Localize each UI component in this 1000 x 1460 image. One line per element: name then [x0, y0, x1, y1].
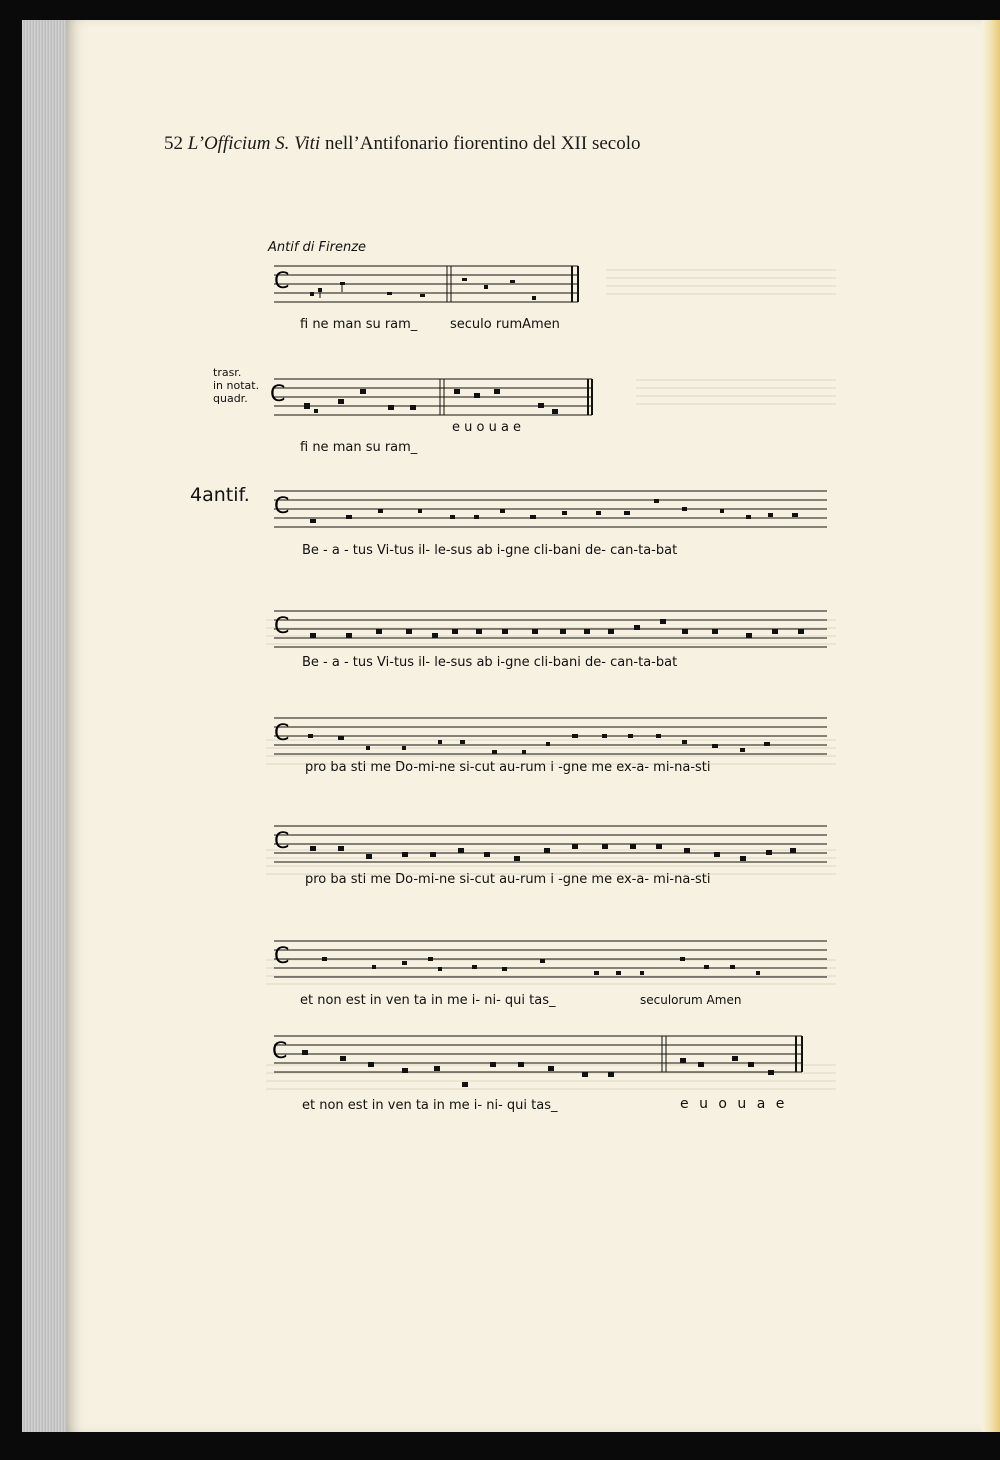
label-trascr-line2: in notat.	[213, 379, 260, 392]
lyric-line-2b: e u o u a e	[452, 420, 522, 435]
lyric-line-7a: et non est in ven ta in me i- ni- qui tas_	[300, 993, 556, 1008]
clef-4: C	[274, 614, 290, 639]
label-antif-firenze: Antif di Firenze	[268, 240, 367, 255]
staff-8	[262, 1030, 837, 1090]
page-number: 52	[164, 133, 183, 154]
lyric-line-8a: et non est in ven ta in me i- ni- qui tas_	[302, 1098, 558, 1113]
lyric-line-3: Be - a - tus Vi-tus il- le-sus ab i-gne cli-bani de- can-ta-bat	[302, 543, 678, 558]
lyric-line-1a: fi ne man su ram_	[300, 317, 418, 332]
staff-7	[262, 935, 837, 990]
clef-1: C	[274, 269, 290, 294]
clef-8: C	[272, 1039, 288, 1064]
header-title-italic: L’Officium S. Viti	[187, 133, 321, 154]
clef-5: C	[274, 721, 290, 746]
staff-5	[262, 712, 837, 767]
lyric-line-4: Be - a - tus Vi-tus il- le-sus ab i-gne cli-bani de- can-ta-bat	[302, 655, 678, 670]
lyric-line-2a: fi ne man su ram_	[300, 440, 418, 455]
lyric-line-6: pro ba sti me Do-mi-ne si-cut au-rum i -gne me ex-a- mi-na-sti	[305, 872, 711, 887]
staff-1	[262, 262, 592, 312]
page-edges	[22, 20, 72, 1432]
label-trascrizione	[213, 366, 259, 405]
clef-6: C	[274, 829, 290, 854]
lyric-line-7b: seculorum Amen	[640, 993, 742, 1007]
label-trascr-line1: trasr.	[213, 366, 242, 379]
staff-3	[262, 485, 837, 540]
lyric-line-5: pro ba sti me Do-mi-ne si-cut au-rum i -gne me ex-a- mi-na-sti	[305, 760, 711, 775]
clef-3: C	[274, 494, 290, 519]
clef-2: C	[270, 382, 286, 407]
staff-2	[262, 375, 602, 425]
clef-7: C	[274, 944, 290, 969]
staff-6	[262, 820, 837, 875]
label-antif-4: 4antif.	[190, 484, 250, 506]
running-header	[164, 133, 640, 155]
header-title-rest: nell’Antifonario fiorentino del XII secolo	[324, 133, 641, 154]
lyric-line-8b: e u o u a e	[680, 1096, 788, 1112]
lyric-line-1b: seculo rumAmen	[450, 317, 560, 332]
label-trascr-line3: quadr.	[213, 392, 248, 405]
staff-4	[262, 605, 837, 660]
page-fold-shadow	[982, 20, 1000, 1432]
